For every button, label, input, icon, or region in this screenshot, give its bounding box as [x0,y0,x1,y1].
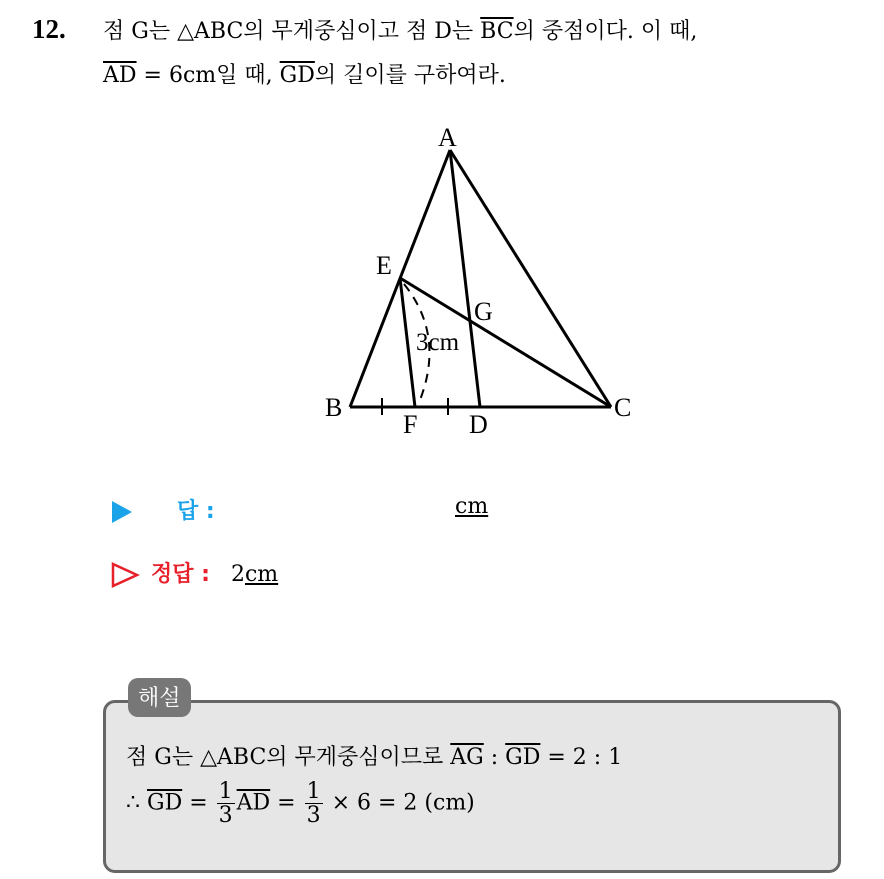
answer-row [110,494,215,525]
point-label-e: E [376,251,392,280]
segment-bc: $\overline{BC}$ [480,19,514,44]
length-label: 3cm [416,329,460,356]
side-ab [350,150,450,407]
vertex-label-c: C [614,393,632,422]
segment-gd: $\overline{GD}$ [147,790,183,816]
correct-answer-label: 정답 : [151,562,210,587]
fraction-numerator: 1 [218,779,233,804]
vertex-label-b: B [325,393,343,422]
segment-ef [400,278,415,407]
segment-ad: $\overline{AD}$ [103,63,137,88]
outline-arrow-icon [110,561,140,589]
question-text: = 6cm일 때, [136,63,280,88]
median-ad [450,150,480,407]
explanation-text: 점 G는 △ABC의 무게중심이므로 [126,745,451,770]
side-ac [450,150,611,407]
explanation-text: : [483,745,506,770]
explanation-text: = [270,790,303,816]
correct-answer-unit: cm [244,562,279,587]
explanation-line-2 [126,780,475,827]
explanation-tag: 해설 [128,678,191,717]
play-arrow-icon [110,499,134,525]
explanation-line-1 [126,740,622,771]
fraction-one-third [217,780,235,827]
point-label-d: D [469,410,488,439]
correct-answer-row [110,557,278,589]
question-number: 12. [32,14,66,44]
answer-unit[interactable]: cm [455,494,489,519]
segment-ad: $\overline{AD}$ [236,790,271,816]
vertex-label-a: A [438,123,457,152]
question-text: 의 중점이다. 이 때, [513,19,698,44]
length-arc [404,284,429,400]
explanation-text: = 2 : 1 [540,745,623,770]
question-line-1 [103,14,697,45]
point-label-f: F [403,410,418,439]
fraction-denominator: 3 [218,803,233,829]
explanation-text: = [182,790,215,816]
question-text: 의 길이를 구하여라. [314,63,506,88]
answer-label: 답 : [177,499,215,524]
point-label-g: G [474,297,493,326]
median-ce [400,278,611,407]
fraction-denominator: 3 [306,803,321,829]
explanation-text: × 6 = 2 (cm) [324,790,475,816]
question-text: 점 G는 △ABC의 무게중심이고 점 D는 [103,19,481,44]
segment-ag: $\overline{AG}$ [450,745,484,770]
segment-gd: $\overline{GD}$ [505,745,541,770]
question-line-2 [103,58,506,89]
fraction-numerator: 1 [306,779,321,804]
segment-gd: $\overline{GD}$ [279,63,315,88]
correct-answer-value: 2 [230,562,245,587]
fraction-one-third [305,780,323,827]
therefore-symbol: ∴ [126,790,147,816]
